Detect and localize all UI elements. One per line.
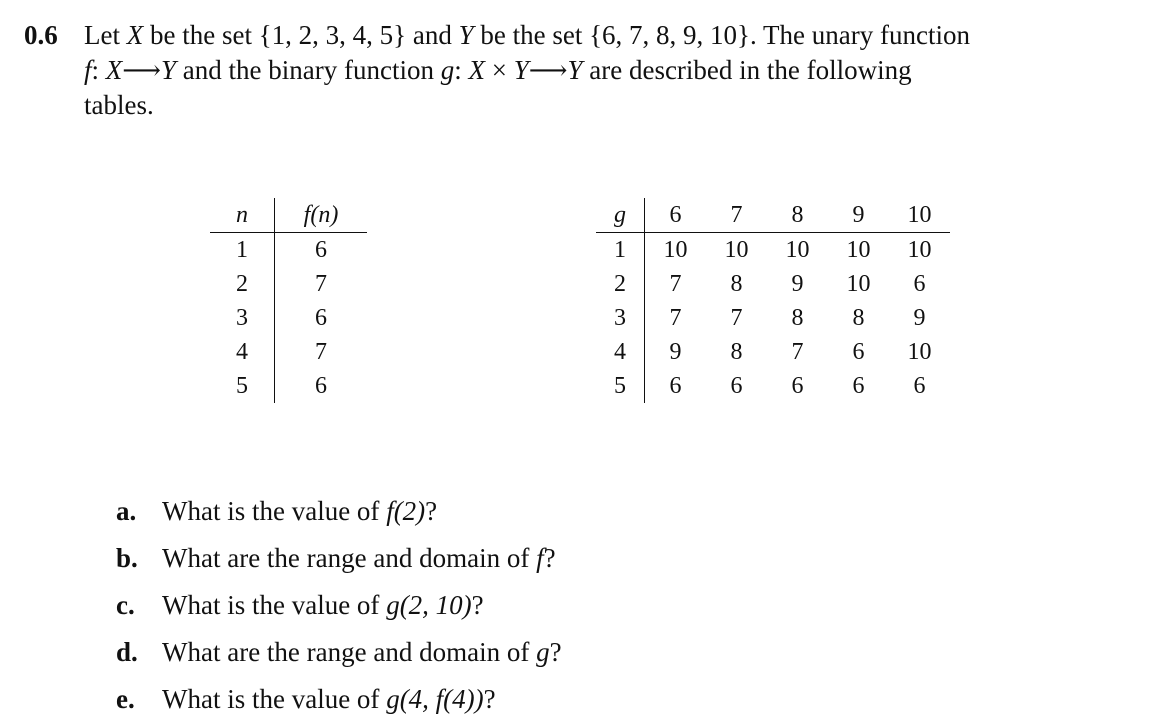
- arrow-icon: ⟶: [528, 55, 568, 85]
- table-g-cell: 10: [785, 236, 810, 263]
- table-row: [210, 301, 367, 335]
- table-g-cell: 6: [791, 372, 804, 399]
- table-g-cell-x: 4: [596, 335, 645, 369]
- math-X: X: [468, 55, 485, 85]
- table-g-cell: 9: [791, 270, 804, 297]
- table-g-cell: 6: [852, 372, 865, 399]
- table-g-cell: 8: [730, 338, 743, 365]
- table-row: [596, 233, 950, 268]
- table-f-cell-value: 6: [315, 304, 327, 331]
- table-f-cell-n: 2: [210, 267, 275, 301]
- question-label: c.: [116, 590, 135, 620]
- table-g-cell: 7: [730, 304, 743, 331]
- table-g-cell-x: 3: [596, 301, 645, 335]
- table-f-cell-n: 5: [210, 369, 275, 403]
- table-row: [210, 267, 367, 301]
- times-symbol: ×: [484, 55, 514, 85]
- table-g-cell: 9: [669, 338, 682, 365]
- table-row: [210, 233, 367, 268]
- text-fragment: are described in the following: [582, 55, 912, 85]
- table-g-header-g: g: [596, 198, 645, 233]
- problem-number: 0.6: [24, 20, 58, 50]
- table-f-cell-n: 1: [210, 233, 275, 268]
- table-g-cell: 9: [913, 304, 926, 331]
- table-g-cell-x: 5: [596, 369, 645, 403]
- table-g-cell: 8: [730, 270, 743, 297]
- math-g: g: [440, 55, 455, 85]
- table-g-cell: 10: [724, 236, 749, 263]
- question-math: g(4, f(4)): [386, 684, 484, 714]
- text-fragment: and the binary function: [176, 55, 441, 85]
- problem-line-1: [84, 18, 1134, 53]
- problem-line-3: tables.: [84, 90, 154, 120]
- question-math: g(2, 10): [386, 590, 472, 620]
- table-g-cell-x: 1: [596, 233, 645, 268]
- table-g-header-row: [596, 198, 950, 233]
- table-f-header-n: n: [210, 198, 275, 233]
- arrow-icon: ⟶: [122, 55, 161, 85]
- math-Y: Y: [161, 55, 177, 85]
- question-mark: ?: [543, 543, 556, 573]
- question-d: [116, 629, 562, 676]
- table-row: [596, 335, 950, 369]
- question-label: d.: [116, 637, 138, 667]
- text-fragment: Let: [84, 20, 127, 50]
- math-X: X: [126, 20, 144, 50]
- table-g-cell: 10: [846, 270, 871, 297]
- table-row: [210, 335, 367, 369]
- table-row: [596, 301, 950, 335]
- question-e: [116, 676, 562, 723]
- text-fragment: be the set {1, 2, 3, 4, 5} and: [143, 20, 459, 50]
- question-math: g: [536, 637, 550, 667]
- table-g-header-col: 7: [706, 198, 767, 233]
- question-text: What is the value of: [162, 496, 387, 526]
- question-mark: ?: [483, 684, 496, 714]
- table-g-cell: 6: [852, 338, 865, 365]
- table-g-cell: 6: [669, 372, 682, 399]
- table-g-cell: 6: [730, 372, 743, 399]
- table-f-header-fn: f(n): [275, 198, 368, 233]
- text-fragment: :: [454, 55, 469, 85]
- table-g-cell: 8: [852, 304, 865, 331]
- text-fragment: :: [91, 55, 106, 85]
- table-g-cell: 8: [791, 304, 804, 331]
- table-g-header-col: 10: [889, 198, 950, 233]
- table-f-cell-value: 6: [315, 372, 327, 399]
- question-list: [116, 488, 562, 723]
- table-g-cell: 7: [669, 270, 682, 297]
- table-f-header-row: [210, 198, 367, 233]
- table-g-cell: 10: [663, 236, 688, 263]
- question-label: b.: [116, 543, 138, 573]
- table-g: [596, 198, 950, 403]
- question-text: What are the range and domain of: [162, 637, 537, 667]
- question-mark: ?: [549, 637, 562, 667]
- math-Y: Y: [513, 55, 529, 85]
- table-g-cell: 10: [846, 236, 871, 263]
- table-g-header-col: 6: [645, 198, 707, 233]
- question-mark: ?: [425, 496, 438, 526]
- question-label: a.: [116, 496, 137, 526]
- math-f: f: [84, 55, 92, 85]
- math-Y: Y: [567, 55, 583, 85]
- table-g-cell: 6: [913, 372, 926, 399]
- table-g-header-col: 9: [828, 198, 889, 233]
- text-fragment: be the set {6, 7, 8, 9, 10}. The unary function: [473, 20, 970, 50]
- question-label: e.: [116, 684, 135, 714]
- table-row: [210, 369, 367, 403]
- problem-text: [84, 18, 1134, 123]
- table-f-cell-value: 6: [315, 236, 327, 263]
- table-row: [596, 369, 950, 403]
- question-text: What is the value of: [162, 684, 387, 714]
- question-math: f(2): [386, 496, 426, 526]
- table-g-cell: 6: [913, 270, 926, 297]
- problem-statement: [24, 18, 1134, 123]
- question-text: What is the value of: [162, 590, 387, 620]
- table-g-cell: 7: [669, 304, 682, 331]
- table-f-cell-value: 7: [315, 338, 327, 365]
- table-f-cell-value: 7: [315, 270, 327, 297]
- math-Y: Y: [458, 20, 474, 50]
- question-b: [116, 535, 562, 582]
- question-math: f: [536, 543, 544, 573]
- table-g-cell-x: 2: [596, 267, 645, 301]
- question-c: [116, 582, 562, 629]
- math-X: X: [105, 55, 123, 85]
- table-g-header-col: 8: [767, 198, 828, 233]
- table-g-cell: 10: [907, 338, 932, 365]
- question-text: What are the range and domain of: [162, 543, 537, 573]
- table-f-cell-n: 4: [210, 335, 275, 369]
- table-row: [596, 267, 950, 301]
- table-f-cell-n: 3: [210, 301, 275, 335]
- question-a: [116, 488, 562, 535]
- table-f: [210, 198, 367, 403]
- problem-line-2: [84, 53, 1134, 88]
- table-g-cell: 10: [907, 236, 932, 263]
- table-g-cell: 7: [791, 338, 804, 365]
- question-mark: ?: [471, 590, 484, 620]
